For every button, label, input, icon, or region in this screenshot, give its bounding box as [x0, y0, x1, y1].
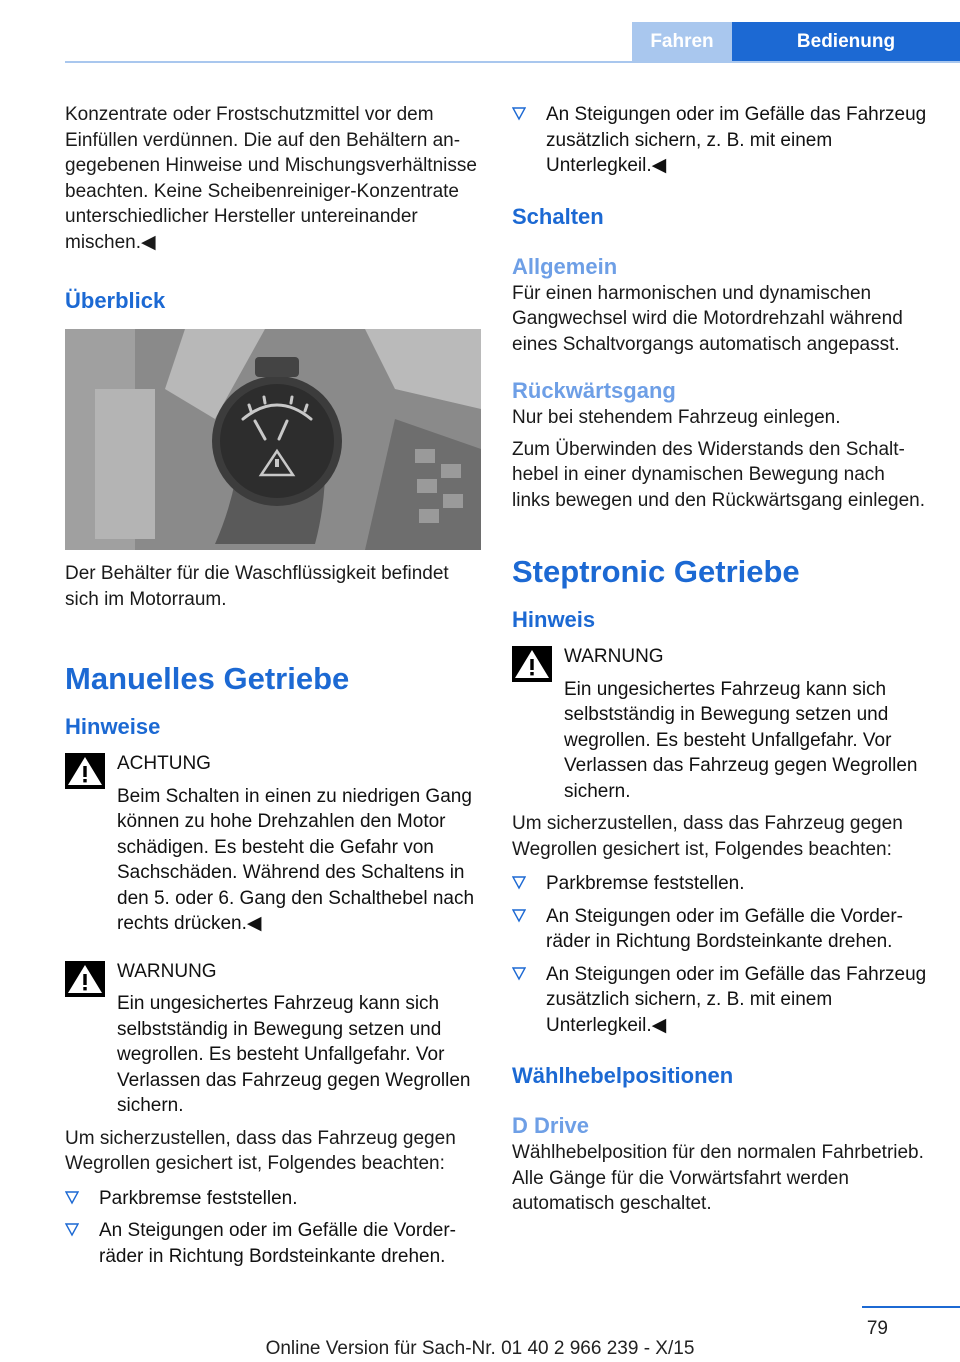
warning-text: Beim Schalten in einen zu niedrigen Gang können zu hohe Drehzahlen den Motor schädigen. Es besteht die Gefahr von Sachschäden. Während des Schaltens in den 5. oder 6. Gang den Schalthebel nach rechts drücken.◀: [117, 785, 475, 934]
triangle-bullet-icon: [512, 909, 526, 923]
warning-title: ACHTUNG: [117, 753, 211, 774]
list-item: [512, 962, 928, 1039]
washer-reservoir-photo: [65, 329, 481, 550]
heading-ueberblick: Überblick: [65, 288, 166, 313]
footer-divider: [862, 1306, 960, 1308]
heading-rueckwaertsgang: Rückwärtsgang: [512, 378, 676, 403]
bullet-list: [512, 871, 928, 1038]
list-item-text: An Steigungen oder im Gefälle die Vorderräder in Richtung Bordsteinkante drehen.: [99, 1220, 456, 1267]
warning-title: WARNUNG: [117, 960, 217, 982]
page-number: 79: [866, 1318, 888, 1339]
heading-waehlhebelpositionen: Wählhebelpositionen: [512, 1063, 734, 1088]
list-item-text: An Steigungen oder im Gefälle das Fahrzeug zusätzlich sichern, z. B. mit einem Unterlegkeil.◀: [546, 104, 927, 176]
rueck-paragraph-1: Nur bei stehendem Fahrzeug einlegen.: [512, 407, 841, 428]
intro-paragraph: Konzentrate oder Frostschutzmittel vor dem Einfüllen verdünnen. Die auf den Behältern angegebenen Hinweise und Mischungsverhältnisse beachten. Keine Scheibenreiniger-Konzentrate unterschiedlicher Hersteller untereinander mischen.◀: [65, 104, 477, 253]
list-item-text: An Steigungen oder im Gefälle die Vorderräder in Richtung Bordsteinkante drehen.: [546, 905, 903, 952]
header-tabs: [632, 22, 960, 62]
header-divider: [65, 61, 960, 63]
triangle-bullet-icon: [512, 876, 526, 890]
bullet-list-continued: [512, 102, 928, 179]
list-item-text: Parkbremse feststellen.: [546, 873, 745, 894]
list-item-text: An Steigungen oder im Gefälle das Fahrzeug zusätzlich sichern, z. B. mit einem Unterlegkeil.◀: [546, 963, 927, 1036]
photo-caption: Der Behälter für die Waschflüssigkeit befindet sich im Motorraum.: [65, 563, 449, 610]
secure-paragraph: Um sicherzustellen, dass das Fahrzeug gegen Wegrollen gesichert ist, Folgendes beachten:: [65, 1127, 456, 1174]
warning-block-warnung: [65, 959, 481, 1119]
heading-hinweise: Hinweise: [65, 714, 161, 739]
heading-d-drive: D Drive: [512, 1113, 590, 1138]
list-item: [512, 102, 928, 179]
triangle-bullet-icon: [65, 1191, 79, 1205]
warning-text: Ein ungesichertes Fahrzeug kann sich selbstständig in Bewegung setzen und wegrollen. Es besteht Unfallgefahr. Vor Verlassen das Fahrzeug gegen Wegrollen sichern.: [564, 678, 918, 802]
tab-fahren[interactable]: Fahren: [632, 22, 732, 62]
ddrive-paragraph: Wählhebelposition für den normalen Fahrbetrieb. Alle Gänge für die Vorwärtsfahrt werden automatisch geschaltet.: [512, 1142, 924, 1214]
list-item-text: Parkbremse feststellen.: [99, 1187, 298, 1209]
warning-triangle-icon: [512, 646, 552, 682]
triangle-bullet-icon: [512, 107, 526, 121]
list-item: [65, 1186, 481, 1212]
left-column: [65, 102, 481, 1269]
heading-hinweis: Hinweis: [512, 607, 596, 632]
heading-steptronic-getriebe: Steptronic Getriebe: [512, 554, 800, 589]
list-item: [512, 904, 928, 955]
secure-paragraph: Um sicherzustellen, dass das Fahrzeug gegen Wegrollen gesichert ist, Folgendes beachten:: [512, 813, 903, 860]
warning-block-warnung: [512, 644, 928, 804]
warning-text: Ein ungesichertes Fahrzeug kann sich selbstständig in Bewegung setzen und wegrollen. Es besteht Unfallgefahr. Vor Verlassen das Fahrzeug gegen Wegrollen sichern.: [117, 993, 471, 1116]
triangle-bullet-icon: [65, 1223, 79, 1237]
warning-title: WARNUNG: [564, 646, 664, 667]
heading-allgemein: Allgemein: [512, 253, 618, 279]
right-column: [512, 102, 928, 1217]
list-item: [512, 871, 928, 897]
allgemein-paragraph: Für einen harmonischen und dynamischen Gangwechsel wird die Motordrehzahl während eines Schaltvorgangs automatisch angepasst.: [512, 282, 903, 355]
warning-triangle-icon: [65, 961, 105, 997]
rueck-paragraph-2: Zum Überwinden des Widerstands den Schalthebel in einer dynamischen Bewegung nach links bewegen und den Rückwärtsgang einlegen.: [512, 438, 925, 511]
warning-block-achtung: [65, 751, 481, 937]
warning-triangle-icon: [65, 753, 105, 789]
triangle-bullet-icon: [512, 967, 526, 981]
bullet-list: [65, 1186, 481, 1270]
heading-schalten: Schalten: [512, 203, 604, 229]
heading-manuelles-getriebe: Manuelles Getriebe: [65, 661, 350, 696]
footer-version-line: Online Version für Sach-Nr. 01 40 2 966 239 - X/15: [265, 1338, 695, 1359]
list-item: [65, 1218, 481, 1269]
tab-bedienung[interactable]: Bedienung: [732, 22, 960, 62]
